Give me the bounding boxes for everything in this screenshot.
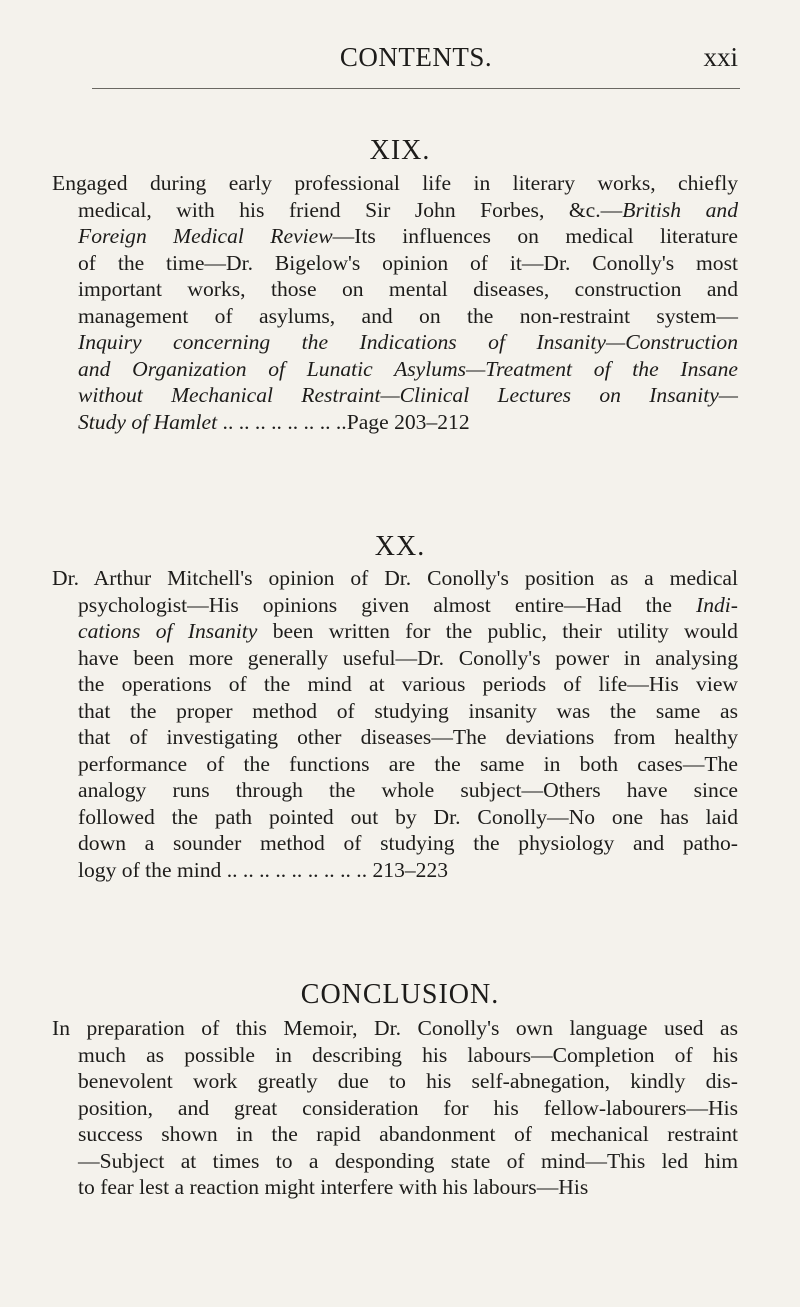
italic-title: Inquiry concerning the Indications of Insanity—Construction	[78, 330, 738, 354]
text-line: that of investigating other diseases—The deviations from healthy	[78, 725, 738, 749]
italic-title: Study of Hamlet	[78, 409, 218, 434]
text-line: psychologist—His opinions given almost entire—Had the Indi-	[78, 592, 738, 617]
text-line: much as possible in describing his labours—Completion of his	[78, 1042, 738, 1067]
text-line: success shown in the rapid abandonment of mechanical restraint	[78, 1122, 738, 1146]
text-line: followed the path pointed out by Dr. Conolly—No one has laid	[78, 804, 738, 829]
header-rule	[92, 88, 740, 89]
text-line: In preparation of this Memoir, Dr. Conolly's own language used as	[52, 1016, 738, 1040]
text-line: benevolent work greatly due to his self-abnegation, kindly dis-	[78, 1069, 738, 1093]
text-line: have been more generally useful—Dr. Conolly's power in analysing	[78, 645, 738, 670]
page-number: xxi	[703, 42, 738, 72]
text-line: cations of Insanity been written for the public, their utility would	[78, 619, 738, 643]
section-heading-xx: XX.	[374, 531, 426, 562]
text-line: Foreign Medical Review—Its influences on medical literature	[78, 224, 738, 248]
text-line: Study of Hamlet .. .. .. .. .. .. .. ..Page 203–212	[78, 409, 470, 434]
text-line: the operations of the mind at various periods of life—His view	[78, 672, 738, 696]
text-line: logy of the mind .. .. .. .. .. .. .. .. .. 213–223	[78, 857, 449, 882]
italic-title: without Mechanical Restraint—Clinical Lectures on Insanity—	[78, 383, 738, 407]
text-line: position, and great consideration for his fellow-labourers—His	[78, 1095, 738, 1120]
text-line: down a sounder method of studying the physiology and patho-	[78, 831, 738, 855]
page-header	[92, 42, 740, 82]
italic-title: and Organization of Lunatic Asylums—Treatment of the Insane	[78, 356, 738, 381]
text-line: to fear lest a reaction might interfere with his labours—His	[78, 1175, 589, 1199]
text-line	[52, 329, 738, 356]
italic-title: Indi-	[696, 592, 738, 617]
text-line	[52, 382, 738, 409]
text-line: —Subject at times to a desponding state of mind—This led him	[78, 1148, 738, 1173]
section-summary-conclusion	[52, 1015, 738, 1201]
italic-title: Foreign Medical Review	[78, 224, 333, 248]
text-line: Dr. Arthur Mitchell's opinion of Dr. Conolly's position as a medical	[52, 566, 738, 590]
text-line	[52, 356, 738, 383]
section-summary-xx	[52, 565, 738, 883]
text-line: performance of the functions are the same in both cases—The	[78, 751, 738, 776]
text-line: of the time—Dr. Bigelow's opinion of it—Dr. Conolly's most	[78, 250, 738, 275]
italic-title: British and	[622, 197, 738, 222]
text-line: important works, those on mental diseases, construction and	[78, 277, 738, 301]
text-line: analogy runs through the whole subject—Others have since	[78, 778, 738, 802]
section-heading-xix: XIX.	[369, 135, 431, 166]
italic-title: cations of Insanity	[78, 619, 258, 643]
text-line: Engaged during early professional life in literary works, chiefly	[52, 171, 738, 195]
running-title: CONTENTS.	[339, 42, 493, 72]
text-line: medical, with his friend Sir John Forbes, &c.—British and	[78, 197, 738, 222]
text-line: that the proper method of studying insanity was the same as	[78, 698, 738, 723]
section-heading-conclusion: CONCLUSION.	[300, 979, 500, 1010]
text-line: management of asylums, and on the non-restraint system—	[78, 303, 738, 328]
section-summary-xix	[52, 170, 738, 435]
